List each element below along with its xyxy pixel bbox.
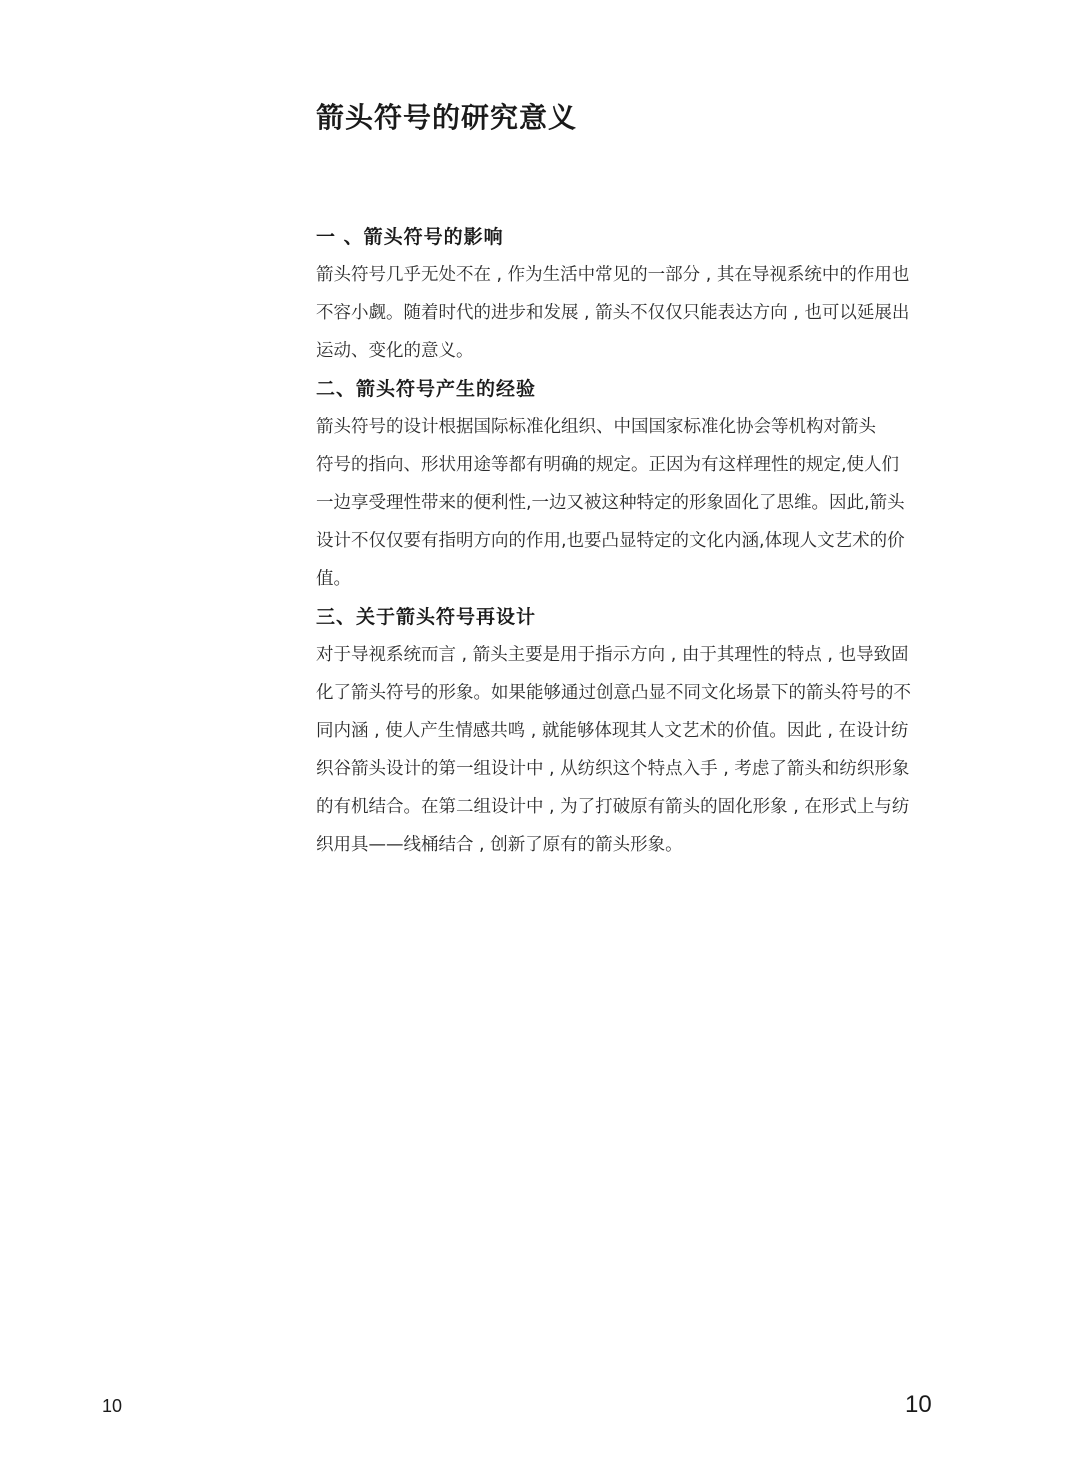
- paragraph-line: 一边享受理性带来的便利性,一边又被这种特定的形象固化了思维。因此,箭头: [316, 493, 905, 513]
- page-title: 箭头符号的研究意义: [316, 101, 578, 134]
- paragraph-line: 箭头符号几乎无处不在 , 作为生活中常见的一部分 , 其在导视系统中的作用也: [316, 265, 910, 285]
- paragraph-line: 设计不仅仅要有指明方向的作用,也要凸显特定的文化内涵,体现人文艺术的价: [316, 531, 905, 551]
- paragraph-line: 符号的指向、形状用途等都有明确的规定。正因为有这样理性的规定,使人们: [316, 455, 900, 475]
- paragraph-line: 值。: [316, 569, 351, 589]
- paragraph-line: 织谷箭头设计的第一组设计中 , 从纺织这个特点入手 , 考虑了箭头和纺织形象: [316, 759, 910, 779]
- section-paragraph: [316, 408, 934, 598]
- paragraph-line: 织用具——线桶结合 , 创新了原有的箭头形象。: [316, 835, 683, 855]
- paragraph-line: 的有机结合。在第二组设计中 , 为了打破原有箭头的固化形象 , 在形式上与纺: [316, 797, 910, 817]
- paragraph-line: 对于导视系统而言 , 箭头主要是用于指示方向 , 由于其理性的特点 , 也导致固: [316, 645, 909, 665]
- page-number-right: 10: [905, 1391, 932, 1418]
- section-experience: [316, 370, 934, 598]
- section-redesign: [316, 598, 934, 864]
- paragraph-line: 同内涵 , 使人产生情感共鸣 , 就能够体现其人文艺术的价值。因此 , 在设计纺: [316, 721, 909, 741]
- content-body: [316, 218, 934, 864]
- section-heading: 二、箭头符号产生的经验: [316, 378, 537, 400]
- page-number-left: 10: [102, 1396, 123, 1416]
- section-influence: [316, 218, 934, 370]
- paragraph-line: 化了箭头符号的形象。如果能够通过创意凸显不同文化场景下的箭头符号的不: [316, 683, 911, 703]
- paragraph-line: 不容小觑。随着时代的进步和发展 , 箭头不仅仅只能表达方向 , 也可以延展出: [316, 303, 910, 323]
- paragraph-line: 箭头符号的设计根据国际标准化组织、中国国家标准化协会等机构对箭头: [316, 417, 876, 437]
- paragraph-line: 运动、变化的意义。: [316, 341, 474, 361]
- section-paragraph: [316, 636, 934, 864]
- section-paragraph: [316, 256, 934, 370]
- section-heading: 三、关于箭头符号再设计: [316, 606, 537, 628]
- section-heading: 一 、箭头符号的影响: [316, 226, 504, 248]
